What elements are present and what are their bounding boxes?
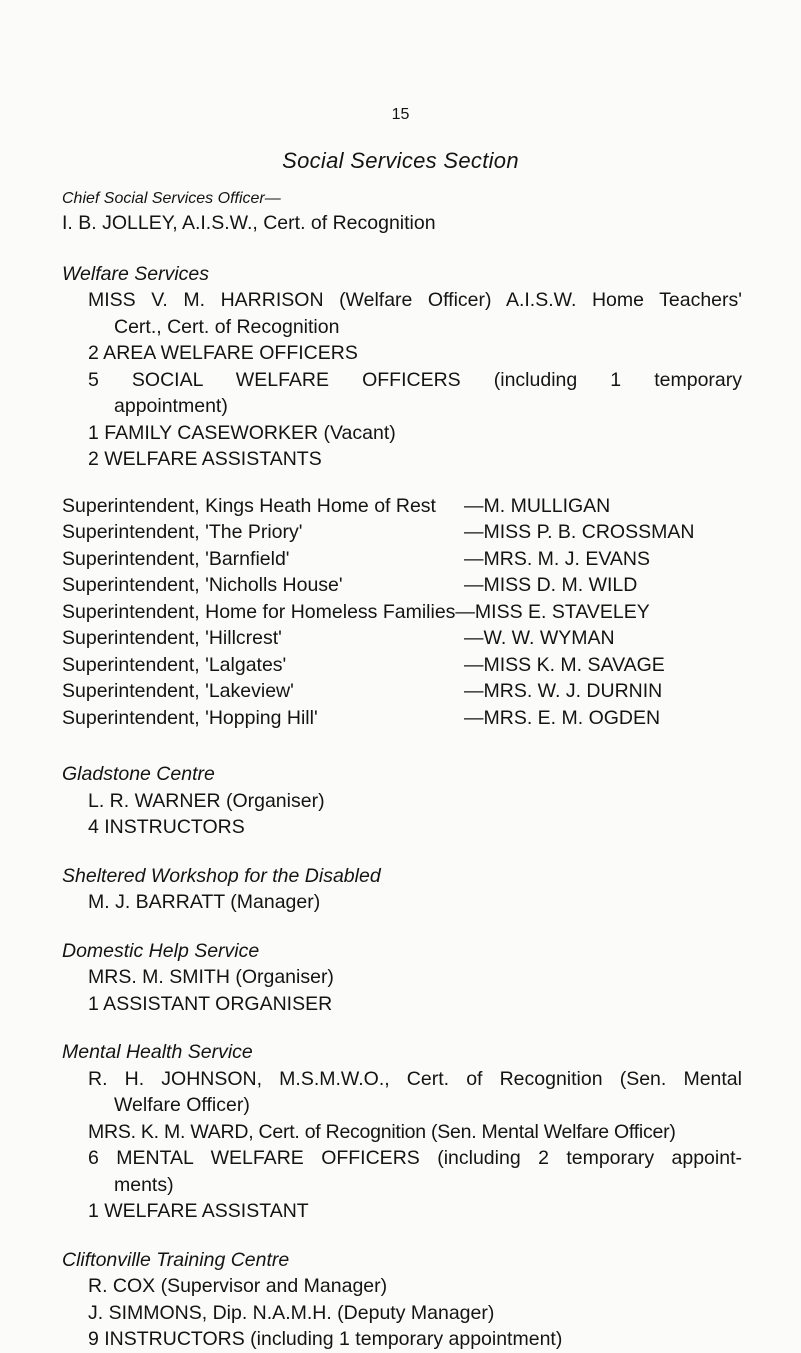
superintendent-name: —M. MULLIGAN (464, 494, 611, 517)
superintendent-post: Superintendent, Home for Homeless Families (62, 600, 456, 623)
domestic-line-1: MRS. M. SMITH (Organiser) (88, 966, 334, 988)
superintendent-row (62, 678, 742, 705)
superintendent-post: Superintendent, 'The Priory' (62, 521, 303, 543)
mental-line-3a: 6 MENTAL WELFARE OFFICERS (including 2 temporary appoint- (88, 1147, 742, 1169)
mental-line-2: MRS. K. M. WARD, Cert. of Recognition (Sen. Mental Welfare Officer) (88, 1120, 676, 1143)
superintendent-row (62, 652, 742, 679)
cliftonville-line-1: R. COX (Supervisor and Manager) (88, 1275, 388, 1297)
gladstone-line-1: L. R. WARNER (Organiser) (88, 789, 325, 812)
cliftonville-line-3: 9 INSTRUCTORS (including 1 temporary appointment) (88, 1328, 563, 1350)
chief-name: I. B. JOLLEY, A.I.S.W., Cert. of Recognition (62, 212, 436, 234)
superintendents-list (62, 493, 742, 732)
welfare-heading: Welfare Services (62, 262, 210, 285)
superintendent-post: Superintendent, 'Lakeview' (62, 680, 294, 702)
superintendent-row (62, 705, 742, 732)
welfare-line-2: 2 AREA WELFARE OFFICERS (88, 342, 358, 364)
superintendent-post: Superintendent, 'Hillcrest' (62, 627, 282, 649)
superintendent-name: —MRS. E. M. OGDEN (464, 706, 661, 729)
welfare-line-1b: Cert., Cert. of Recognition (114, 315, 340, 338)
superintendent-row (62, 599, 742, 626)
domestic-line-2: 1 ASSISTANT ORGANISER (88, 992, 333, 1015)
domestic-heading: Domestic Help Service (62, 939, 260, 962)
superintendent-post: Superintendent, 'Barnfield' (62, 547, 290, 570)
superintendent-name: —MISS K. M. SAVAGE (464, 653, 665, 676)
cliftonville-heading: Cliftonville Training Centre (62, 1248, 290, 1271)
cliftonville-line-2: J. SIMMONS, Dip. N.A.M.H. (Deputy Manager) (88, 1301, 495, 1324)
superintendent-row (62, 572, 742, 599)
workshop-line-1: M. J. BARRATT (Manager) (88, 891, 321, 913)
gladstone-line-2: 4 INSTRUCTORS (88, 816, 245, 838)
welfare-line-3b: appointment) (114, 395, 228, 417)
welfare-line-5: 2 WELFARE ASSISTANTS (88, 448, 322, 470)
superintendent-post: Superintendent, Kings Heath Home of Rest (62, 494, 436, 517)
superintendent-name: —MISS P. B. CROSSMAN (464, 521, 695, 543)
chief-label: Chief Social Services Officer— (62, 190, 281, 207)
superintendent-name: —MISS D. M. WILD (464, 574, 638, 596)
superintendent-row (62, 493, 742, 520)
superintendent-name: —MRS. W. J. DURNIN (464, 680, 663, 702)
page-content (62, 188, 742, 1353)
mental-line-1a: R. H. JOHNSON, M.S.M.W.O., Cert. of Recognition (Sen. Mental (88, 1067, 742, 1090)
welfare-line-3a: 5 SOCIAL WELFARE OFFICERS (including 1 temporary (88, 368, 742, 391)
superintendent-row (62, 546, 742, 573)
gladstone-heading: Gladstone Centre (62, 763, 215, 785)
superintendent-post: Superintendent, 'Lalgates' (62, 653, 287, 676)
superintendent-name: —W. W. WYMAN (464, 627, 615, 649)
mental-heading: Mental Health Service (62, 1041, 253, 1063)
welfare-line-1a: MISS V. M. HARRISON (Welfare Officer) A.I.S.W. Home Teachers' (88, 289, 742, 311)
mental-line-1b: Welfare Officer) (114, 1094, 250, 1116)
mental-line-3b: ments) (114, 1173, 174, 1196)
workshop-heading: Sheltered Workshop for the Disabled (62, 864, 381, 887)
superintendent-name: —MISS E. STAVELEY (455, 600, 650, 623)
mental-line-4: 1 WELFARE ASSISTANT (88, 1200, 309, 1222)
page-title: Social Services Section (282, 148, 519, 173)
page-number: 15 (391, 106, 410, 123)
superintendent-name: —MRS. M. J. EVANS (464, 547, 650, 570)
superintendent-row (62, 519, 742, 546)
welfare-line-4: 1 FAMILY CASEWORKER (Vacant) (88, 421, 396, 444)
superintendent-post: Superintendent, 'Nicholls House' (62, 574, 343, 596)
superintendent-post: Superintendent, 'Hopping Hill' (62, 706, 318, 729)
superintendent-row (62, 625, 742, 652)
